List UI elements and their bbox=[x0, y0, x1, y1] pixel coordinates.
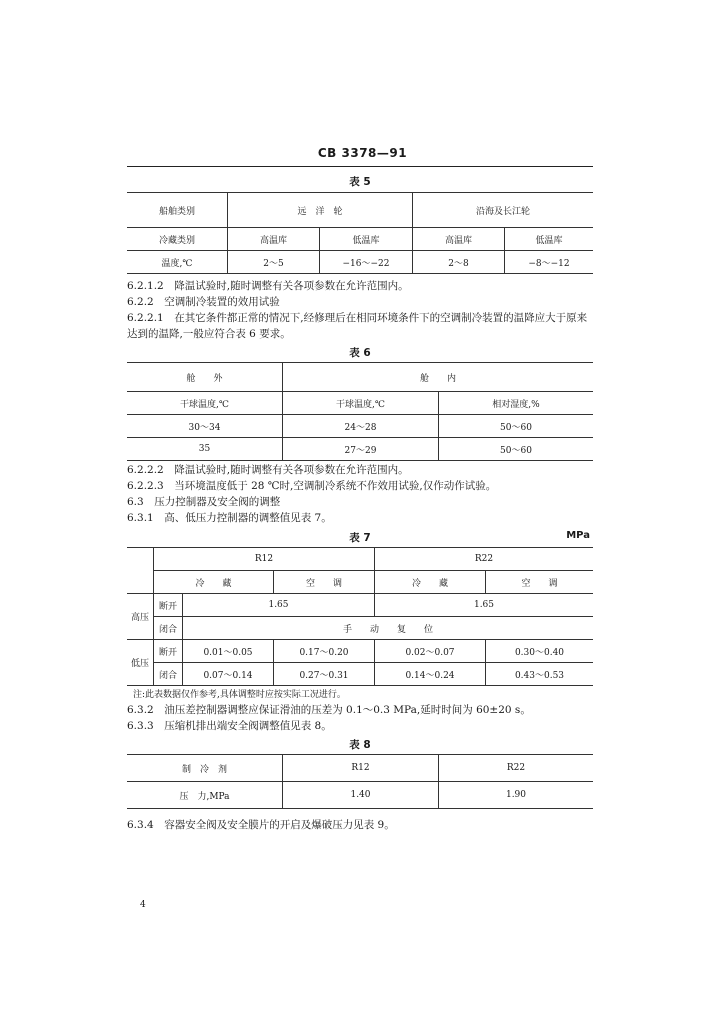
table8-cell: R22 bbox=[439, 755, 594, 782]
table5-cell: −8～−12 bbox=[505, 251, 594, 274]
table7-unit: MPa bbox=[566, 530, 590, 541]
table7-cell: 1.65 bbox=[183, 594, 375, 617]
table6-cell: 相对湿度,% bbox=[439, 392, 594, 415]
paragraph: 6.3.3 压缩机排出端安全阀调整值见表 8。 bbox=[127, 720, 332, 732]
table-7 bbox=[127, 547, 593, 686]
paragraph: 6.2.2.3 当环境温度低于 28 ℃时,空调制冷系统不作效用试验,仅作动作试验。 bbox=[127, 480, 497, 492]
table6-caption: 表 6 bbox=[349, 347, 371, 359]
table8-cell: 压 力,MPa bbox=[127, 782, 283, 809]
table8-caption: 表 8 bbox=[349, 739, 371, 751]
table8-cell: 1.40 bbox=[283, 782, 439, 809]
table6-cell: 干球温度,℃ bbox=[127, 392, 283, 415]
table7-cell: 低压 bbox=[127, 640, 154, 686]
paragraph: 6.2.2.1 在其它条件都正常的情况下,经修理后在相同环境条件下的空调制冷装置的温降应大于原来 bbox=[127, 312, 588, 324]
table7-cell: 闭合 bbox=[154, 617, 183, 640]
table7-cell: 高压 bbox=[127, 594, 154, 640]
table6-cell: 干球温度,℃ bbox=[283, 392, 439, 415]
table5-cell: 远 洋 轮 bbox=[228, 193, 413, 228]
document-header: CB 3378—91 bbox=[317, 146, 408, 160]
table-5 bbox=[127, 192, 593, 274]
table5-cell: −16～−22 bbox=[320, 251, 413, 274]
table7-cell: 0.02～0.07 bbox=[375, 640, 486, 663]
table8-cell: 1.90 bbox=[439, 782, 594, 809]
table-8 bbox=[127, 754, 593, 809]
table7-cell: 空 调 bbox=[486, 571, 594, 594]
table6-cell: 舱 内 bbox=[283, 363, 594, 392]
table6-cell: 27～29 bbox=[283, 438, 439, 461]
table5-cell: 2～8 bbox=[413, 251, 505, 274]
table7-corner bbox=[127, 548, 154, 594]
table5-caption: 表 5 bbox=[349, 176, 371, 188]
table5-cell: 低温库 bbox=[320, 228, 413, 251]
table7-cell: 空 调 bbox=[274, 571, 375, 594]
table7-cell: R12 bbox=[154, 548, 375, 571]
table7-cell: 1.65 bbox=[375, 594, 594, 617]
table7-cell: 0.14～0.24 bbox=[375, 663, 486, 686]
table7-cell: 0.17～0.20 bbox=[274, 640, 375, 663]
table7-cell: 0.27～0.31 bbox=[274, 663, 375, 686]
table7-caption: 表 7 bbox=[349, 532, 371, 544]
table5-cell: 高温库 bbox=[228, 228, 320, 251]
header-rule bbox=[127, 166, 593, 167]
table6-cell: 35 bbox=[127, 438, 283, 461]
table7-cell: 0.30～0.40 bbox=[486, 640, 594, 663]
table7-cell: 闭合 bbox=[154, 663, 183, 686]
table5-cell: 冷藏类别 bbox=[127, 228, 228, 251]
paragraph: 6.2.2.2 降温试验时,随时调整有关各项参数在允许范围内。 bbox=[127, 464, 409, 476]
table7-cell: 手 动 复 位 bbox=[183, 617, 594, 640]
paragraph: 6.2.1.2 降温试验时,随时调整有关各项参数在允许范围内。 bbox=[127, 280, 409, 292]
table5-cell: 船舶类别 bbox=[127, 193, 228, 228]
table6-cell: 50～60 bbox=[439, 415, 594, 438]
paragraph: 6.3.4 容器安全阀及安全膜片的开启及爆破压力见表 9。 bbox=[127, 819, 395, 831]
table5-cell: 高温库 bbox=[413, 228, 505, 251]
table5-cell: 温度,℃ bbox=[127, 251, 228, 274]
table7-cell: 0.07～0.14 bbox=[183, 663, 274, 686]
table8-cell: 制 冷 剂 bbox=[127, 755, 283, 782]
paragraph: 6.3.2 油压差控制器调整应保证滑油的压差为 0.1～0.3 MPa,延时时间为 60±20 s。 bbox=[127, 704, 531, 716]
table6-cell: 舱 外 bbox=[127, 363, 283, 392]
table7-cell: 断开 bbox=[154, 594, 183, 617]
page-number: 4 bbox=[140, 900, 146, 910]
table-6 bbox=[127, 362, 593, 461]
table7-cell: 冷 藏 bbox=[154, 571, 274, 594]
table7-cell: 0.01～0.05 bbox=[183, 640, 274, 663]
paragraph: 6.3 压力控制器及安全阀的调整 bbox=[127, 496, 281, 508]
table5-cell: 2～5 bbox=[228, 251, 320, 274]
table8-cell: R12 bbox=[283, 755, 439, 782]
table6-cell: 24～28 bbox=[283, 415, 439, 438]
table7-cell: 冷 藏 bbox=[375, 571, 486, 594]
table6-cell: 50～60 bbox=[439, 438, 594, 461]
table6-cell: 30～34 bbox=[127, 415, 283, 438]
paragraph: 6.2.2 空调制冷装置的效用试验 bbox=[127, 296, 280, 308]
table5-cell: 沿海及长江轮 bbox=[413, 193, 594, 228]
table7-cell: 0.43～0.53 bbox=[486, 663, 594, 686]
table7-cell: 断开 bbox=[154, 640, 183, 663]
paragraph: 6.3.1 高、低压力控制器的调整值见表 7。 bbox=[127, 512, 332, 524]
paragraph: 达到的温降,一般应符合表 6 要求。 bbox=[127, 328, 291, 340]
table7-note: 注:此表数据仅作参考,具体调整时应按实际工况进行。 bbox=[133, 690, 346, 700]
table5-cell: 低温库 bbox=[505, 228, 594, 251]
table7-cell: R22 bbox=[375, 548, 594, 571]
